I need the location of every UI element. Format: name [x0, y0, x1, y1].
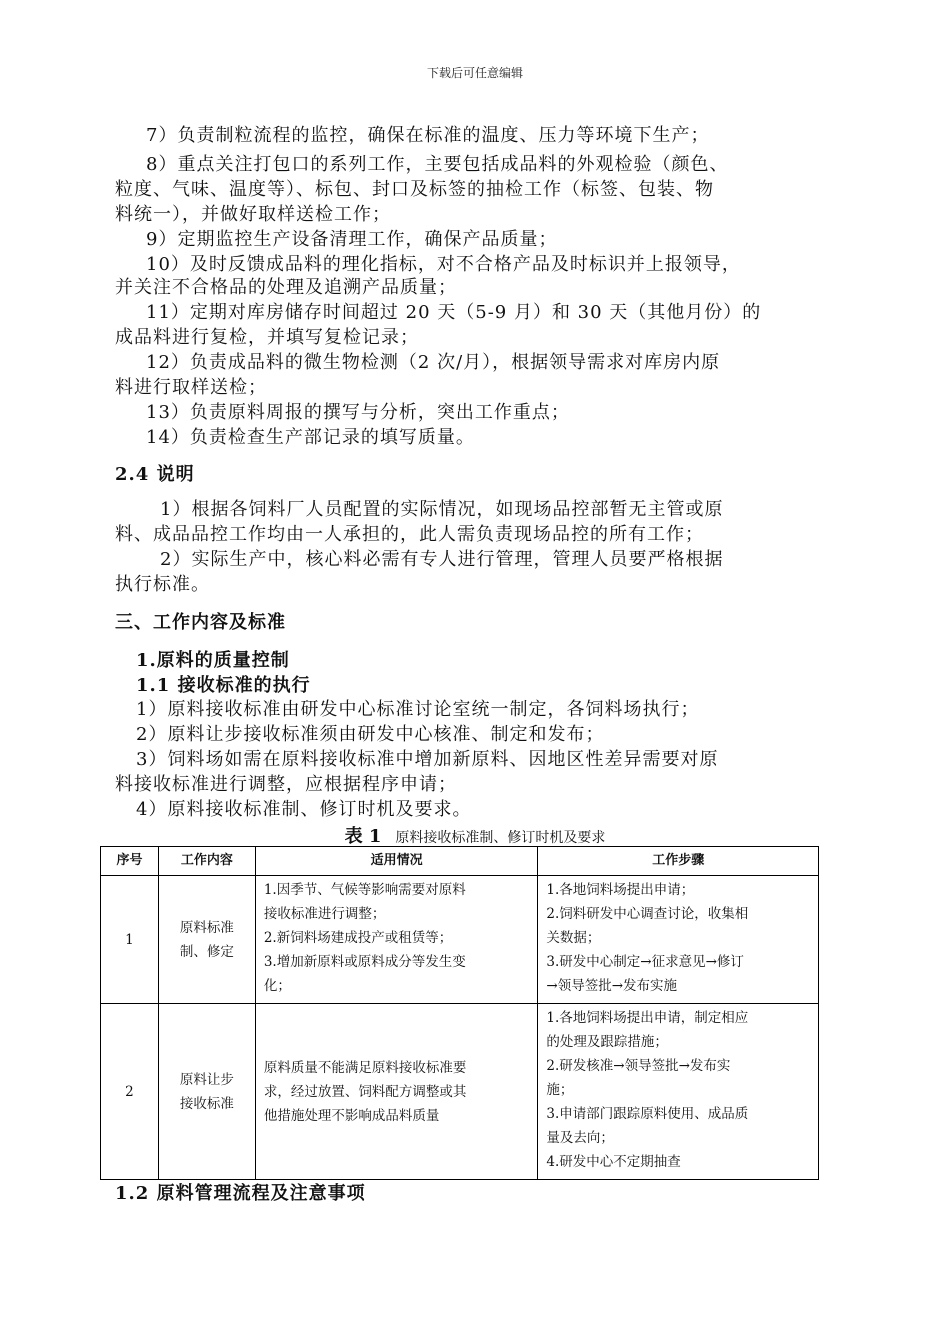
text-line: 10）及时反馈成品料的理化指标，对不合格产品及时标识并上报领导，	[146, 254, 741, 275]
row-number: 1	[101, 876, 159, 1004]
header-content: 工作内容	[158, 847, 255, 876]
subsection-heading: 1.1 接收标准的执行	[136, 675, 311, 696]
text-line: 执行标准。	[115, 574, 210, 595]
text-line: 2）实际生产中，核心料必需有专人进行管理，管理人员要严格根据	[160, 549, 724, 570]
table-row	[101, 876, 819, 1004]
cell-line: 2.饲料研发中心调查讨论，收集相	[546, 906, 749, 922]
row-content	[158, 876, 255, 1004]
section-heading: 三、工作内容及标准	[115, 612, 286, 633]
subsection-heading: 1.2 原料管理流程及注意事项	[115, 1183, 366, 1204]
cell-line: 原料质量不能满足原料接收标准要	[263, 1059, 467, 1076]
cell-line: 他措施处理不影响成品料质量	[263, 1107, 440, 1124]
row-content	[158, 1004, 255, 1180]
text-line: 并关注不合格品的处理及追溯产品质量；	[115, 277, 457, 298]
cell-line: 2.研发核准→领导签批→发布实	[546, 1058, 731, 1074]
cell-line: 1.各地饲料场提出申请，制定相应	[546, 1010, 749, 1026]
text-line: 1）原料接收标准由研发中心标准讨论室统一制定，各饲料场执行；	[136, 699, 700, 720]
text-line: 9）定期监控生产设备清理工作，确保产品质量；	[146, 229, 558, 250]
header-number: 序号	[101, 847, 159, 876]
text-line: 3）饲料场如需在原料接收标准中增加新原料、因地区性差异需要对原	[136, 749, 719, 770]
row-steps	[538, 1004, 819, 1180]
cell-line: 2.新饲料场建成投产或租赁等；	[263, 930, 453, 946]
cell-line: 量及去向；	[546, 1130, 614, 1146]
header-situation: 适用情况	[255, 847, 538, 876]
cell-line: 原料让步	[179, 1071, 234, 1088]
row-number: 2	[101, 1004, 159, 1180]
text-line: 料进行取样送检；	[115, 377, 267, 398]
cell-line: 的处理及跟踪措施；	[546, 1034, 668, 1050]
header-steps: 工作步骤	[538, 847, 819, 876]
text-line: 粒度、气味、温度等）、标包、封口及标签的抽检工作（标签、包装、物	[115, 179, 714, 200]
cell-line: 施；	[546, 1082, 574, 1098]
cell-line: 制、修定	[179, 943, 234, 960]
text-line: 12）负责成品料的微生物检测（2 次/月），根据领导需求对库房内原	[146, 352, 721, 373]
cell-line: 接收标准	[179, 1095, 234, 1112]
table-row	[101, 1004, 819, 1180]
cell-line: 关数据；	[546, 930, 601, 946]
table-header-row	[101, 847, 819, 876]
cell-line: 化；	[263, 978, 291, 994]
cell-line: 3.申请部门跟踪原料使用、成品质	[546, 1106, 749, 1122]
text-line: 4）原料接收标准制、修订时机及要求。	[136, 799, 472, 820]
standards-table	[100, 846, 819, 1180]
cell-line: 原料标准	[179, 919, 234, 936]
subsection-heading: 1.原料的质量控制	[136, 650, 290, 671]
text-line: 2）原料让步接收标准须由研发中心核准、制定和发布；	[136, 724, 605, 745]
table-caption-number: 表 1	[344, 826, 382, 847]
text-line: 料、成品品控工作均由一人承担的，此人需负责现场品控的所有工作；	[115, 524, 704, 545]
cell-line: 3.研发中心制定→征求意见→修订	[546, 954, 744, 970]
text-line: 11）定期对库房储存时间超过 20 天（5-9 月）和 30 天（其他月份）的	[146, 302, 762, 323]
table-caption-text: 原料接收标准制、修订时机及要求	[395, 830, 606, 846]
text-line: 7）负责制粒流程的监控，确保在标准的温度、压力等环境下生产；	[146, 125, 710, 146]
cell-line: →领导签批→发布实施	[546, 978, 678, 994]
cell-line: 求，经过放置、饲料配方调整或其	[263, 1083, 467, 1100]
row-situation	[255, 1004, 538, 1180]
text-line: 14）负责检查生产部记录的填写质量。	[146, 427, 475, 448]
row-situation	[255, 876, 538, 1004]
row-steps	[538, 876, 819, 1004]
section-heading: 2.4 说明	[115, 464, 195, 485]
text-line: 料接收标准进行调整，应根据程序申请；	[115, 774, 457, 795]
text-line: 8）重点关注打包口的系列工作，主要包括成品料的外观检验（颜色、	[146, 154, 729, 175]
cell-line: 3.增加新原料或原料成分等发生变	[263, 954, 466, 970]
table-caption	[0, 822, 950, 848]
text-line: 料统一），并做好取样送检工作；	[115, 204, 391, 225]
cell-line: 接收标准进行调整；	[263, 906, 386, 922]
cell-line: 4.研发中心不定期抽查	[546, 1154, 681, 1170]
cell-line: 1.各地饲料场提出申请；	[546, 882, 695, 898]
text-line: 成品料进行复检，并填写复检记录；	[115, 327, 419, 348]
cell-line: 1.因季节、气候等影响需要对原料	[263, 882, 466, 898]
text-line: 1）根据各饲料厂人员配置的实际情况，如现场品控部暂无主管或原	[160, 499, 724, 520]
text-line: 13）负责原料周报的撰写与分析，突出工作重点；	[146, 402, 570, 423]
page-header: 下载后可任意编辑	[426, 66, 523, 80]
